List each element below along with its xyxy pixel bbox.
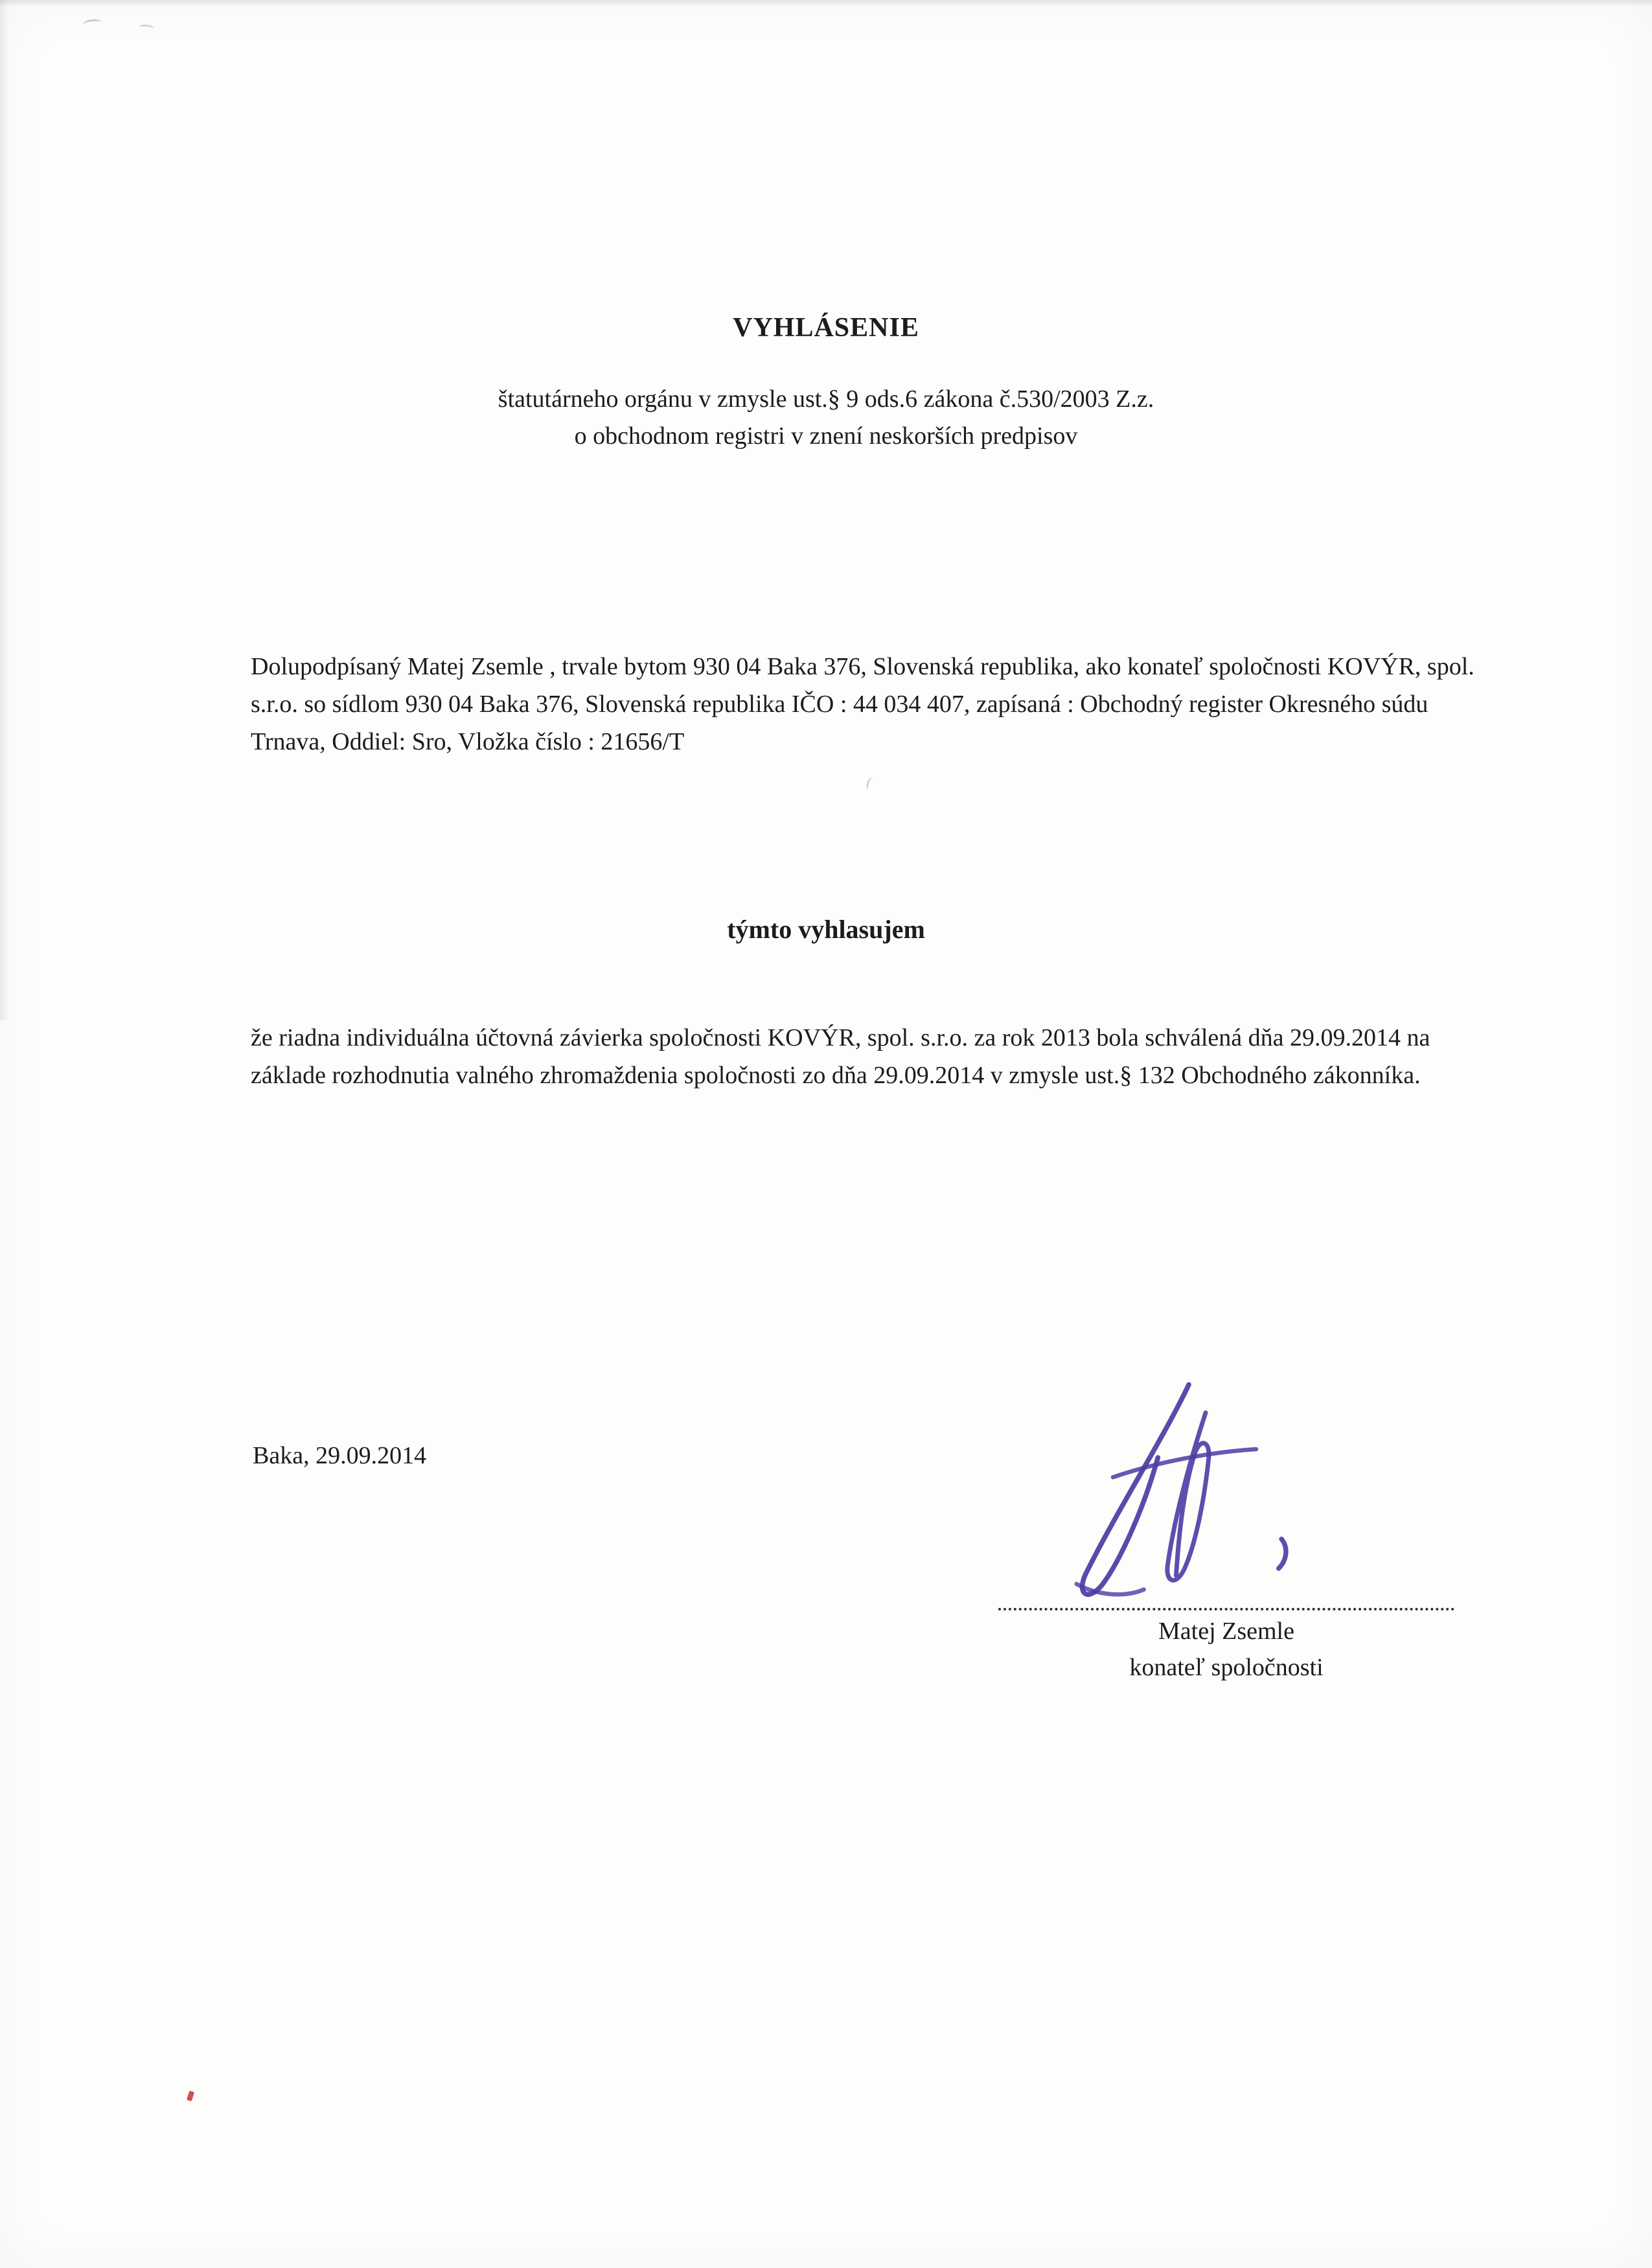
- signatory-name: Matej Zsemle: [1158, 1618, 1294, 1645]
- scan-edge-shading-top: [0, 0, 1652, 6]
- subtitle-line-2: o obchodnom registri v znení neskorších predpisov: [574, 422, 1078, 450]
- declarant-paragraph: Dolupodpísaný Matej Zsemle , trvale bytom 930 04 Baka 376, Slovenská republika, ako konateľ spoločnosti KOVÝR, spol. s.r.o. so sídlom 930 04 Baka 376, Slovenská republika IČO : 44 034 407, zapísaná : Obchodný register Okresného súdu Trnava, Oddiel: Sro, Vložka číslo : 21656/T: [251, 653, 1474, 755]
- scan-edge-shading-left: [0, 0, 9, 1020]
- signature-stroke: [1167, 1413, 1209, 1581]
- document-subtitle: [0, 381, 1652, 455]
- signature-stroke: [1083, 1384, 1189, 1594]
- scan-artifact-red-speck: [187, 2090, 194, 2102]
- declaration-heading: týmto vyhlasujem: [727, 915, 925, 944]
- signature-block: [972, 1373, 1464, 1697]
- signatory-role: konateľ spoločnosti: [1129, 1654, 1324, 1681]
- subtitle-line-1: štatutárneho orgánu v zmysle ust.§ 9 ods.6 zákona č.530/2003 Z.z.: [498, 385, 1154, 413]
- scan-artifact-mark: [138, 24, 154, 32]
- document-title: VYHLÁSENIE: [733, 313, 919, 343]
- signature-stroke: [1113, 1449, 1256, 1477]
- declaration-body-paragraph: že riadna individuálna účtovná závierka spoločnosti KOVÝR, spol. s.r.o. za rok 2013 bola schválená dňa 29.09.2014 na základe rozhodnutia valného zhromaždenia spoločnosti zo dňa 29.09.2014 v zmysle ust.§ 132 Obchodného zákonníka.: [251, 1024, 1430, 1089]
- signature-dotted-line: [998, 1588, 1454, 1610]
- place-and-date: Baka, 29.09.2014: [253, 1442, 427, 1469]
- signature-flourish-mark: [1279, 1539, 1286, 1569]
- scan-artifact-mark: [865, 776, 877, 791]
- scan-artifact-mark: [82, 18, 101, 29]
